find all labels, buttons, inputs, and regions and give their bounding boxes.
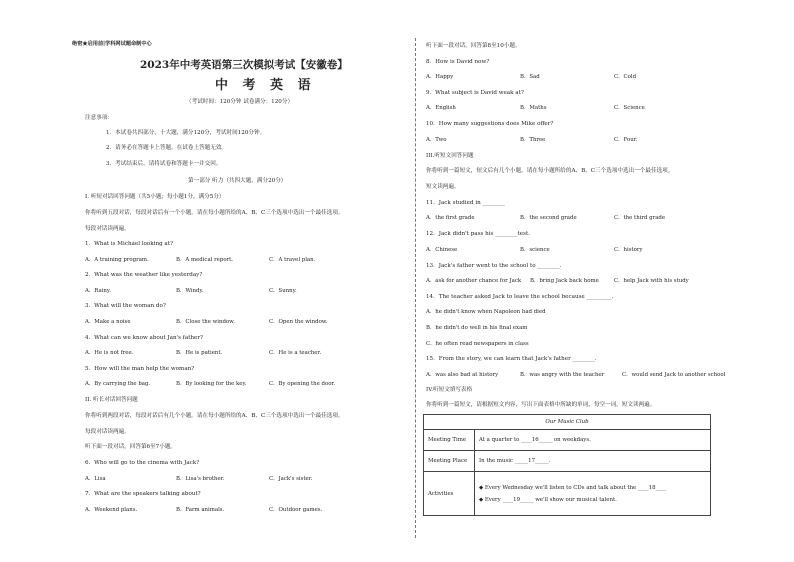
q3-option-a: A．Make a noise <box>85 319 131 325</box>
row-head-meeting-time: Meeting Time <box>424 430 475 451</box>
q2-option-a: A．Rainy. <box>85 288 111 294</box>
q9-option-c: C．Science <box>614 105 645 111</box>
question-8: 8．How is David now? <box>426 59 490 65</box>
row-head-activities: Activities <box>424 472 475 516</box>
question-4: 4．What can we know about Jan's father? <box>85 335 204 341</box>
q8-option-b: B．Sad <box>520 74 540 80</box>
q4-option-a: A．He is not free. <box>85 350 134 356</box>
q14-option-c: C．he often read newspapers in class <box>426 341 529 347</box>
part1-heading: 第一部分 听力（共四大题，满分20分） <box>188 178 287 184</box>
question-6: 6．Who will go to the cinema with Jack? <box>85 460 200 466</box>
q7-option-a: A．Weekend plans. <box>85 507 138 513</box>
q4-option-c: C．He is a teacher. <box>269 350 322 356</box>
table-row <box>424 430 711 451</box>
q1-option-b: B．A medical report. <box>176 257 234 263</box>
section3-instruction: 你将听到一篇短文，短文后有几个小题。请在每小题所给的A、B、C三个选项中选出一个最佳选项。 <box>426 168 674 174</box>
section3-instruction-2: 短文读两遍。 <box>426 184 460 190</box>
section1-instruction-2: 每段对话读两遍。 <box>85 226 130 232</box>
section4-title: IV.听短文填写表格 <box>426 387 473 393</box>
question-15: 15．From the story, we can learn that Jack's father ________. <box>426 356 597 362</box>
section2-sub1: 听下面一段对话，回答第6至7小题。 <box>85 444 177 450</box>
q13-option-a: A．ask for another chance for Jack <box>426 278 522 284</box>
q5-option-b: B．By looking for the key. <box>176 381 247 387</box>
notes-heading: 注意事项： <box>85 115 113 121</box>
q1-option-a: A．A training program. <box>85 257 149 263</box>
q13-option-c: C．help Jack with his study <box>614 278 689 284</box>
note-item-3: 3．考试结束后，请将试卷和答题卡一并交回。 <box>106 161 222 167</box>
section1-instruction: 你将听到五段对话，每段对话后有一个小题。请在每小题所给的A、B、C三个选项中选出一个最佳选项。 <box>85 210 344 216</box>
q4-option-b: B．He is patient. <box>176 350 223 356</box>
table-caption: Our Music Club <box>424 415 711 430</box>
music-club-table <box>423 414 711 516</box>
q11-option-b: B．the second grade <box>520 215 577 221</box>
exam-title: 2023年中考英语第三次模拟考试【安徽卷】 <box>140 59 348 71</box>
question-10: 10．How many suggestions does Mike offer? <box>426 121 554 127</box>
q15-option-a: A．was also bad at history <box>426 372 499 378</box>
q2-option-b: B．Windy. <box>176 288 204 294</box>
time-info: （考试时间：120分钟 试卷满分：120分） <box>186 99 294 105</box>
q5-option-c: C．By opening the door. <box>269 381 336 387</box>
q6-option-a: A．Lisa <box>85 476 106 482</box>
question-14: 14．The teacher asked Jack to leave the school because _________. <box>426 294 614 300</box>
question-5: 5．How will the man help the woman? <box>85 366 195 372</box>
question-1: 1．What is Michael looking at? <box>85 241 174 247</box>
q6-option-b: B．Lisa's brother. <box>176 476 225 482</box>
q15-option-b: B．was angry with the teacher <box>520 372 605 378</box>
q12-option-a: A．Chinese <box>426 247 458 253</box>
q14-option-a: A．he didn't know when Napoleon had died <box>426 309 546 315</box>
q5-option-a: A．By carrying the bag. <box>85 381 151 387</box>
activity-line-1: ◆ Every Wednesday we'll listen to CDs and talk about the ____18____ <box>479 484 667 491</box>
row-head-meeting-place: Meeting Place <box>424 451 475 472</box>
section2-title: II. 听长对话回答问题 <box>85 397 138 403</box>
q7-option-b: B．Farm animals. <box>176 507 225 513</box>
q10-option-c: C．Four. <box>614 137 638 143</box>
question-9: 9．What subject is David weak at? <box>426 90 524 96</box>
activity-line-2: ◆ Every ____19_____ we'll show our musical talent. <box>479 496 617 503</box>
q7-option-c: C．Outdoor games. <box>269 507 323 513</box>
q12-option-b: B．science <box>520 247 550 253</box>
question-2: 2．What was the weather like yesterday? <box>85 272 203 278</box>
q1-option-c: C．A travel plan. <box>269 257 316 263</box>
q8-option-a: A．Happy <box>426 74 454 80</box>
q13-option-b: B．bring Jack back home <box>530 278 599 284</box>
right-sub2: 听下面一段对话，回答第8至10小题。 <box>426 43 521 49</box>
table-row <box>424 451 711 472</box>
q9-option-b: B．Maths <box>520 105 547 111</box>
q2-option-c: C．Sunny. <box>269 288 297 294</box>
q11-option-c: C．the third grade <box>614 215 666 221</box>
row-content-meeting-place: In the music _____17_____. <box>475 451 711 472</box>
section1-title: I. 听短对话回答问题（共5小题；每小题1分，满分5分） <box>85 194 225 200</box>
row-content-meeting-time: At a quarter to ____16_____ on weekdays. <box>475 430 711 451</box>
q3-option-c: C．Open the window. <box>269 319 328 325</box>
note-item-2: 2．请务必在答题卡上答题，在试卷上答题无效。 <box>106 145 228 151</box>
q3-option-b: B．Close the window. <box>176 319 235 325</box>
q10-option-b: B．Three <box>520 137 546 143</box>
question-7: 7．What are the speakers talking about? <box>85 491 201 497</box>
question-3: 3．What will the woman do? <box>85 303 166 309</box>
section4-instruction: 你将听到一篇短文，请根据短文内容，写出下面表格中所缺的单词，每空一词。短文读两遍。 <box>426 402 656 408</box>
subject-title: 中 考 英 语 <box>215 78 316 93</box>
question-12: 12．Jack didn't pass his ________test. <box>426 231 531 237</box>
section2-instruction-2: 每段对话读两遍。 <box>85 429 130 435</box>
table-row <box>424 472 711 516</box>
q8-option-c: C．Cold <box>614 74 637 80</box>
section2-instruction: 你将听到两段对话，每段对话后有几个小题。请在每小题所给的A、B、C三个选项中选出一个最佳选项。 <box>85 413 344 419</box>
q15-option-c: C．would send Jack to another school <box>622 372 726 378</box>
q10-option-a: A．Two <box>426 137 447 143</box>
section3-title: III.听短文回答问题 <box>426 153 474 159</box>
q11-option-a: A．the first grade <box>426 215 475 221</box>
note-item-1: 1．本试卷共四部分，十大题，满分120分，考试时间120分钟。 <box>106 130 266 136</box>
question-13: 13．Jack's father went to the school to ________. <box>426 263 562 269</box>
secret-label: 绝密★启用前|学科网试题命制中心 <box>72 41 152 47</box>
q12-option-c: C．history <box>614 247 643 253</box>
q9-option-a: A．English <box>426 105 456 111</box>
question-11: 11．Jack studied in ________ <box>426 200 505 206</box>
column-divider <box>415 38 416 538</box>
row-content-activities <box>475 472 711 516</box>
q6-option-c: C．Jack's sister. <box>269 476 313 482</box>
q14-option-b: B．he didn't do well in his final exam <box>426 325 528 331</box>
